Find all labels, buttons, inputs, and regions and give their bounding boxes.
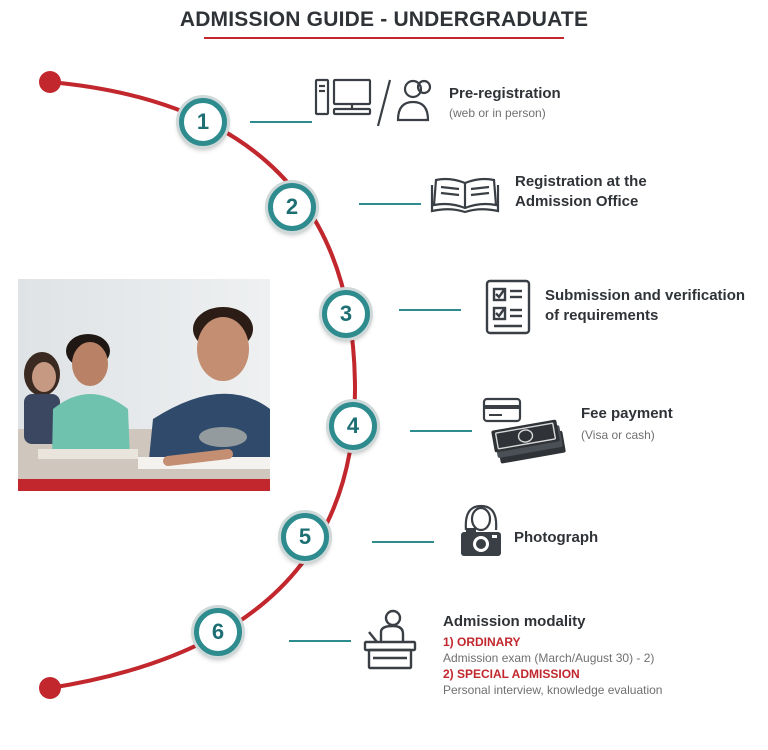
step-4-sub: (Visa or cash) <box>581 428 655 442</box>
step-2-circle <box>268 183 316 231</box>
students-photo <box>18 279 270 491</box>
step-1-label: Pre-registration <box>449 85 561 102</box>
step-2-label-line1: Registration at the <box>515 173 647 190</box>
step-3-circle <box>322 290 370 338</box>
step-1-connector <box>250 121 312 123</box>
camera-portrait-icon <box>458 502 504 560</box>
step-3-number: 3 <box>339 301 353 326</box>
step-2-number: 2 <box>285 194 299 219</box>
checklist-icon <box>484 278 532 336</box>
step-6-label: Admission modality <box>443 613 586 630</box>
step-4-connector <box>410 430 472 432</box>
page-title: ADMISSION GUIDE - UNDERGRADUATE <box>179 8 589 31</box>
modality-special-title: 2) SPECIAL ADMISSION <box>443 667 580 681</box>
step-6-number: 6 <box>211 619 225 644</box>
step-3-label-line2: of requirements <box>545 307 659 324</box>
step-2-connector <box>359 203 421 205</box>
step-3-connector <box>399 309 461 311</box>
step-5-circle <box>281 513 329 561</box>
step-3-label-line1: Submission and verification <box>545 287 746 304</box>
step-4-label: Fee payment <box>581 405 673 422</box>
computer-and-user-icon <box>314 76 438 130</box>
arc-start-dot <box>39 71 61 93</box>
card-and-cash-icon <box>482 396 568 464</box>
modality-ordinary-desc: Admission exam (March/August 30) - 2) <box>443 651 655 665</box>
student-at-desk-icon <box>363 608 417 670</box>
step-4-circle <box>329 402 377 450</box>
step-4-number: 4 <box>346 413 360 438</box>
step-5-label: Photograph <box>514 529 599 546</box>
open-book-icon <box>430 175 500 215</box>
step-1-sub: (web or in person) <box>449 106 546 120</box>
step-2-label-line2: Admission Office <box>515 193 639 210</box>
arc-end-dot <box>39 677 61 699</box>
step-1-number: 1 <box>196 109 210 134</box>
step-5-connector <box>372 541 434 543</box>
modality-ordinary-title: 1) ORDINARY <box>443 635 521 649</box>
modality-special-desc: Personal interview, knowledge evaluation <box>443 683 663 697</box>
step-5-number: 5 <box>298 524 312 549</box>
step-1-circle <box>179 98 227 146</box>
step-6-circle <box>194 608 242 656</box>
step-6-connector <box>289 640 351 642</box>
